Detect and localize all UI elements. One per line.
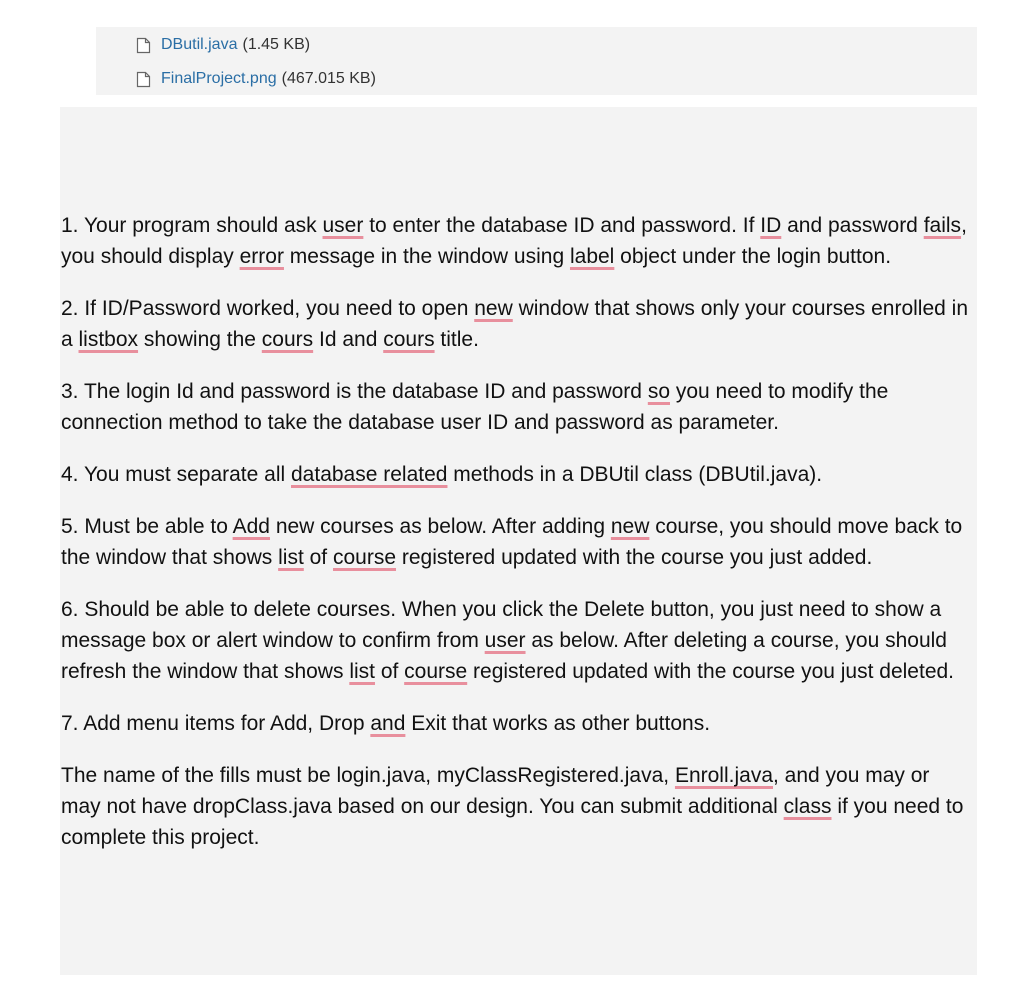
attachment-link-dbutil[interactable]: DButil.java xyxy=(161,36,238,53)
attachment-item xyxy=(136,68,376,90)
file-icon xyxy=(136,71,151,88)
file-icon xyxy=(136,37,151,54)
attachment-link-finalproject[interactable]: FinalProject.png xyxy=(161,70,277,87)
instruction-file-names: The name of the fills must be login.java, myClassRegistered.java, Enroll.java, and you may or may not have dropClass.java based on our design. You can submit additional class if you need to complete this project. xyxy=(61,764,964,849)
attachment-size: (467.015 KB) xyxy=(281,70,376,87)
instruction-item-1: 1. Your program should ask user to enter the database ID and password. If ID and password fails, you should display error message in the window using label object under the login button. xyxy=(61,214,967,268)
instruction-item-4: 4. You must separate all database related methods in a DBUtil class (DBUtil.java). xyxy=(61,463,823,486)
attachment-size: (1.45 KB) xyxy=(242,36,311,53)
instruction-item-7: 7. Add menu items for Add, Drop and Exit that works as other buttons. xyxy=(61,712,711,735)
instruction-item-3: 3. The login Id and password is the database ID and password so you need to modify the connection method to take the database user ID and password as parameter. xyxy=(61,380,889,434)
instruction-item-5: 5. Must be able to Add new courses as below. After adding new course, you should move back to the window that shows list of course registered updated with the course you just added. xyxy=(61,515,963,569)
instruction-item-2: 2. If ID/Password worked, you need to open new window that shows only your courses enrolled in a listbox showing the cours Id and cours title. xyxy=(61,297,968,351)
attachment-item xyxy=(136,34,310,56)
instructions-text xyxy=(61,210,973,874)
instruction-item-6: 6. Should be able to delete courses. When you click the Delete button, you just need to show a message box or alert window to confirm from user as below. After deleting a course, you should refresh the window that shows list of course registered updated with the course you just deleted. xyxy=(61,598,955,683)
attachments-panel xyxy=(96,27,977,95)
instructions-panel xyxy=(60,107,977,975)
